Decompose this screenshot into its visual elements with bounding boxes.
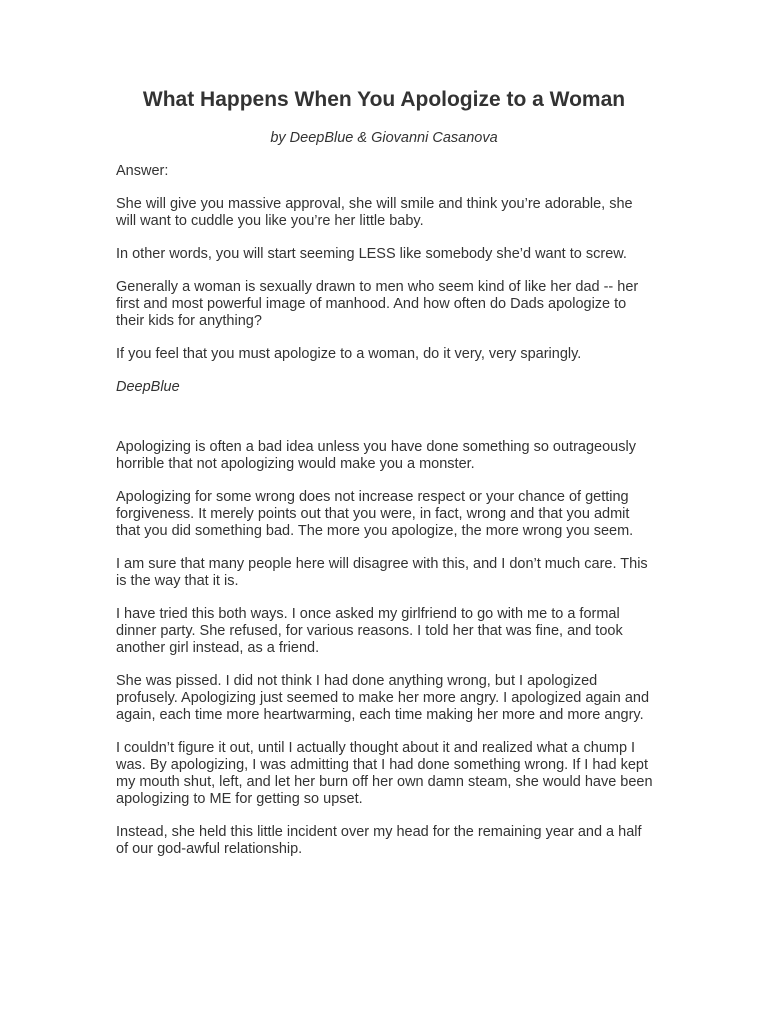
paragraph: I am sure that many people here will disagree with this, and I don’t much care. This is the way that it is.: [116, 556, 648, 589]
document-title: What Happens When You Apologize to a Woman: [142, 88, 626, 111]
paragraph: In other words, you will start seeming LESS like somebody she’d want to screw.: [116, 246, 627, 262]
paragraph: Answer:: [116, 163, 169, 179]
paragraph: She will give you massive approval, she will smile and think you’re adorable, she will want to cuddle you like you’re her little baby.: [116, 196, 633, 229]
document-byline: by DeepBlue & Giovanni Casanova: [270, 130, 498, 146]
paragraph: Instead, she held this little incident over my head for the remaining year and a half of our god-awful relationship.: [116, 824, 642, 857]
paragraph: I couldn’t figure it out, until I actually thought about it and realized what a chump I was. By apologizing, I was admitting that I had done something wrong. If I had kept my mouth shut, left, and let her burn off her own damn steam, she would have been apologizing to ME for getting so upset.: [116, 740, 653, 807]
paragraph: I have tried this both ways. I once asked my girlfriend to go with me to a formal dinner party. She refused, for various reasons. I told her that was fine, and took another girl instead, as a friend.: [116, 606, 623, 656]
paragraph: Apologizing for some wrong does not increase respect or your chance of getting forgiveness. It merely points out that you were, in fact, wrong and that you admit that you did something bad. The more you apologize, the more wrong you seem.: [116, 489, 634, 539]
paragraph: Generally a woman is sexually drawn to men who seem kind of like her dad -- her first and most powerful image of manhood. And how often do Dads apologize to their kids for anything?: [116, 279, 639, 329]
paragraph: Apologizing is often a bad idea unless you have done something so outrageously horrible that not apologizing would make you a monster.: [116, 439, 636, 472]
document-body: [116, 163, 656, 874]
author-signature: DeepBlue: [116, 379, 180, 395]
section-spacer: [116, 396, 656, 439]
paragraph: She was pissed. I did not think I had done anything wrong, but I apologized profusely. Apologizing just seemed to make her more angry. I apologized again and again, each time more heartwarming, each time making her more and more angry.: [116, 673, 650, 723]
paragraph: If you feel that you must apologize to a woman, do it very, very sparingly.: [116, 346, 582, 362]
